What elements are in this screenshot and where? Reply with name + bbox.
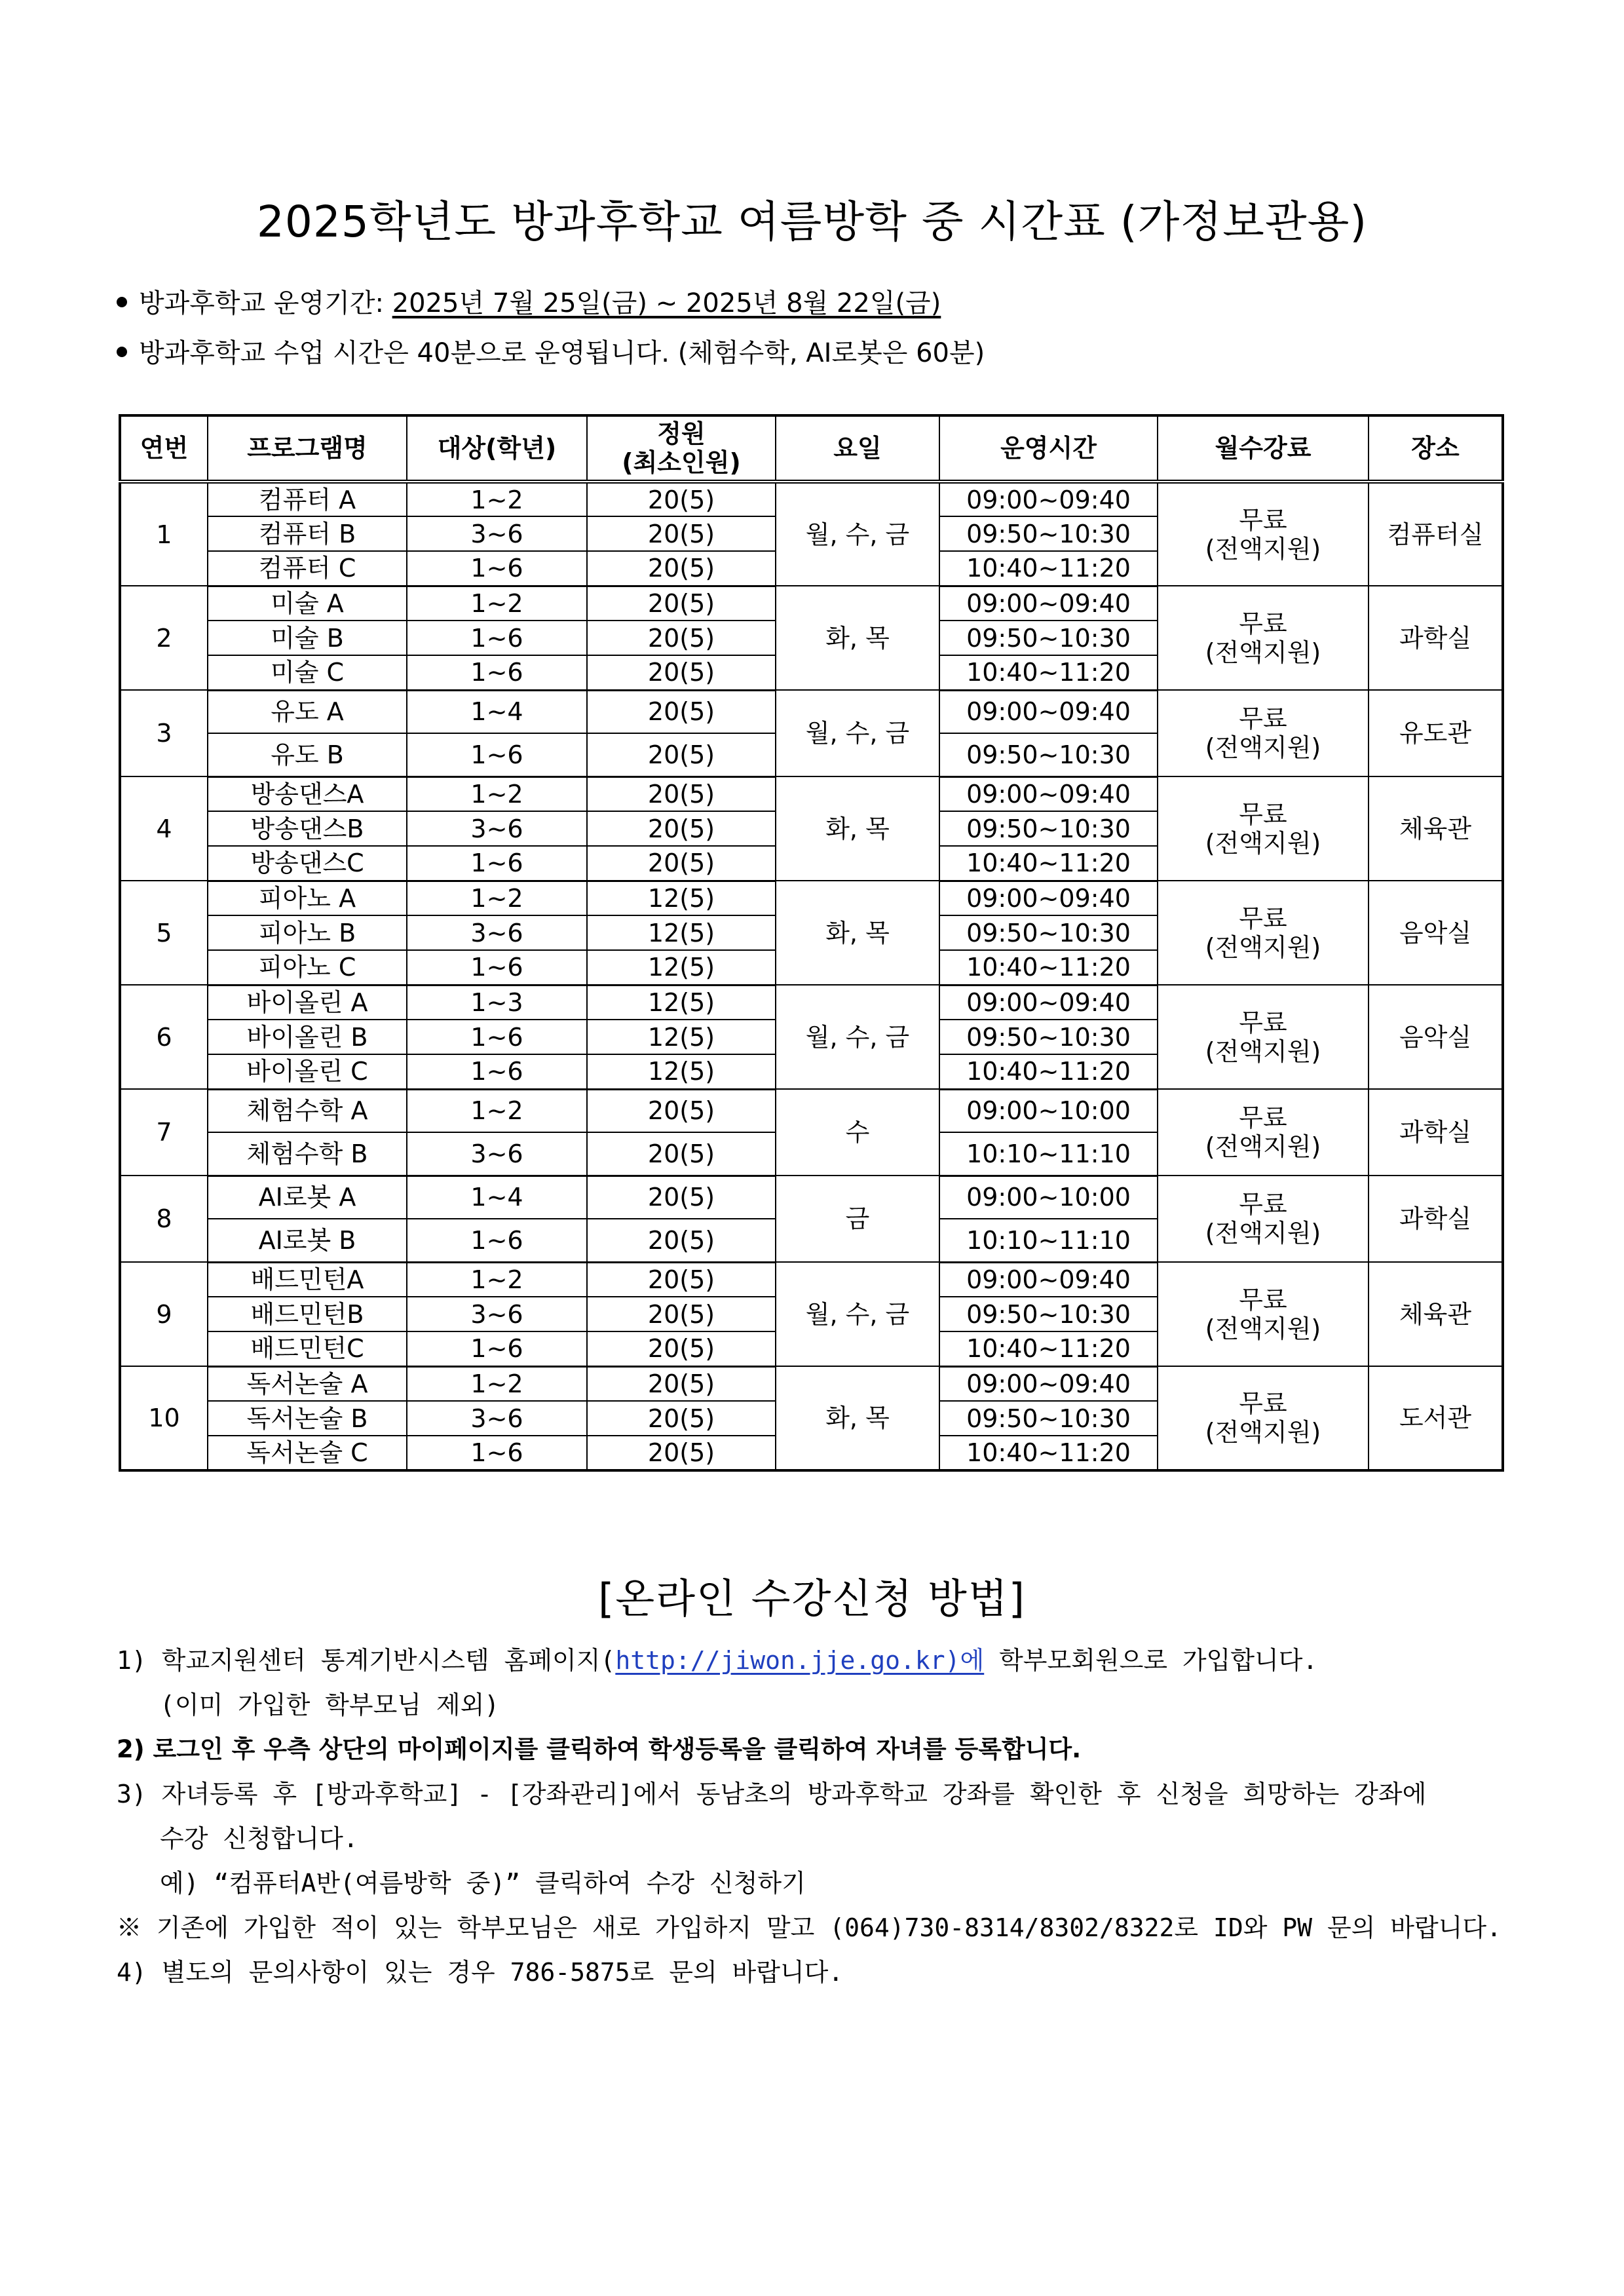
cell-no: 8 bbox=[120, 1176, 208, 1262]
cell-program: 미술 A bbox=[208, 586, 407, 621]
cell-target: 1~6 bbox=[407, 1054, 587, 1089]
cell-time: 10:40~11:20 bbox=[939, 950, 1158, 985]
cell-program: 방송댄스A bbox=[208, 776, 407, 811]
cell-target: 1~4 bbox=[407, 690, 587, 733]
step-2: 2) 로그인 후 우측 상단의 마이페이지를 클릭하여 학생등록을 클릭하여 자녀를 등록합니다. bbox=[117, 1735, 1082, 1763]
header-capacity bbox=[587, 415, 776, 482]
cell-day: 화, 목 bbox=[776, 1366, 939, 1470]
cell-capacity: 20(5) bbox=[587, 811, 776, 846]
cell-target: 3~6 bbox=[407, 516, 587, 551]
cell-day: 월, 수, 금 bbox=[776, 985, 939, 1089]
cell-fee-2: (전액지원) bbox=[1205, 638, 1321, 667]
cell-capacity: 20(5) bbox=[587, 551, 776, 586]
cell-time: 09:50~10:30 bbox=[939, 811, 1158, 846]
cell-program: 배드민턴B bbox=[208, 1297, 407, 1331]
header-capacity-2: (최소인원) bbox=[622, 448, 741, 477]
bullet-dot-icon bbox=[117, 297, 127, 307]
step-1 bbox=[117, 1638, 1525, 1683]
header-day: 요일 bbox=[776, 415, 939, 482]
cell-target: 1~6 bbox=[407, 733, 587, 776]
table-row bbox=[120, 1089, 1503, 1132]
cell-program: AI로봇 A bbox=[208, 1176, 407, 1219]
cell-fee bbox=[1158, 1366, 1369, 1470]
cell-fee bbox=[1158, 985, 1369, 1089]
cell-capacity: 12(5) bbox=[587, 1054, 776, 1089]
cell-fee-1: 무료 bbox=[1239, 1008, 1287, 1037]
cell-capacity: 20(5) bbox=[587, 1331, 776, 1366]
cell-capacity: 20(5) bbox=[587, 1297, 776, 1331]
cell-fee-2: (전액지원) bbox=[1205, 1418, 1321, 1447]
cell-time: 09:50~10:30 bbox=[939, 915, 1158, 950]
cell-time: 09:00~09:40 bbox=[939, 482, 1158, 516]
cell-fee-2: (전액지원) bbox=[1205, 733, 1321, 762]
table-row bbox=[120, 1176, 1503, 1219]
cell-capacity: 20(5) bbox=[587, 733, 776, 776]
period-label: 방과후학교 운영기간: bbox=[139, 288, 392, 318]
cell-time: 10:10~11:10 bbox=[939, 1219, 1158, 1262]
cell-capacity: 12(5) bbox=[587, 985, 776, 1020]
cell-day: 월, 수, 금 bbox=[776, 1262, 939, 1366]
header-place: 장소 bbox=[1369, 415, 1503, 482]
cell-no: 5 bbox=[120, 881, 208, 985]
cell-fee bbox=[1158, 690, 1369, 776]
cell-fee-2: (전액지원) bbox=[1205, 1132, 1321, 1161]
table-row bbox=[120, 1262, 1503, 1297]
cell-program: 바이올린 B bbox=[208, 1020, 407, 1054]
table-row bbox=[120, 776, 1503, 811]
table-row bbox=[120, 690, 1503, 733]
cell-day: 월, 수, 금 bbox=[776, 482, 939, 586]
cell-time: 09:00~09:40 bbox=[939, 776, 1158, 811]
period-value: 2025년 7월 25일(금) ~ 2025년 8월 22일(금) bbox=[392, 288, 941, 318]
cell-capacity: 20(5) bbox=[587, 1401, 776, 1436]
contact-note: ※ 기존에 가입한 적이 있는 학부모님은 새로 가입하지 말고 (064)730-8314/8302/8322로 ID와 PW 문의 바랍니다. bbox=[117, 1913, 1501, 1942]
bullet-dot-icon bbox=[117, 347, 127, 357]
header-program: 프로그램명 bbox=[208, 415, 407, 482]
cell-day: 화, 목 bbox=[776, 776, 939, 881]
cell-target: 3~6 bbox=[407, 1401, 587, 1436]
cell-capacity: 20(5) bbox=[587, 1219, 776, 1262]
cell-no: 3 bbox=[120, 690, 208, 776]
cell-fee-2: (전액지원) bbox=[1205, 1037, 1321, 1066]
jiwon-link[interactable]: http://jiwon.jje.go.kr)에 bbox=[615, 1646, 985, 1675]
cell-target: 1~4 bbox=[407, 1176, 587, 1219]
cell-time: 09:00~09:40 bbox=[939, 690, 1158, 733]
cell-place: 과학실 bbox=[1369, 1089, 1503, 1176]
cell-place: 컴퓨터실 bbox=[1369, 482, 1503, 586]
cell-capacity: 20(5) bbox=[587, 1436, 776, 1470]
cell-target: 1~6 bbox=[407, 551, 587, 586]
cell-fee-1: 무료 bbox=[1239, 1285, 1287, 1314]
cell-program: 컴퓨터 C bbox=[208, 551, 407, 586]
page-title: 2025학년도 방과후학교 여름방학 중 시간표 (가정보관용) bbox=[256, 197, 1368, 247]
cell-time: 10:40~11:20 bbox=[939, 1436, 1158, 1470]
cell-no: 7 bbox=[120, 1089, 208, 1176]
cell-fee bbox=[1158, 1176, 1369, 1262]
cell-fee bbox=[1158, 776, 1369, 881]
cell-fee-1: 무료 bbox=[1239, 1103, 1287, 1132]
cell-day: 화, 목 bbox=[776, 586, 939, 690]
header-fee: 월수강료 bbox=[1158, 415, 1369, 482]
cell-program: 피아노 A bbox=[208, 881, 407, 915]
step-1-a: 1) 학교지원센터 통계기반시스템 홈페이지( bbox=[117, 1646, 616, 1675]
cell-target: 1~6 bbox=[407, 621, 587, 655]
cell-no: 9 bbox=[120, 1262, 208, 1366]
cell-time: 10:40~11:20 bbox=[939, 655, 1158, 690]
cell-fee-1: 무료 bbox=[1239, 704, 1287, 733]
cell-program: 체험수학 A bbox=[208, 1089, 407, 1132]
cell-fee-2: (전액지원) bbox=[1205, 1219, 1321, 1248]
cell-capacity: 12(5) bbox=[587, 1020, 776, 1054]
cell-capacity: 12(5) bbox=[587, 915, 776, 950]
cell-time: 09:00~09:40 bbox=[939, 985, 1158, 1020]
cell-time: 09:00~10:00 bbox=[939, 1176, 1158, 1219]
cell-day: 월, 수, 금 bbox=[776, 690, 939, 776]
cell-program: 바이올린 C bbox=[208, 1054, 407, 1089]
period-line bbox=[117, 278, 1525, 328]
cell-fee-1: 무료 bbox=[1239, 609, 1287, 638]
cell-target: 1~2 bbox=[407, 776, 587, 811]
table-row bbox=[120, 881, 1503, 915]
cell-place: 체육관 bbox=[1369, 776, 1503, 881]
cell-target: 1~2 bbox=[407, 881, 587, 915]
cell-fee-1: 무료 bbox=[1239, 1389, 1287, 1418]
cell-time: 10:40~11:20 bbox=[939, 1331, 1158, 1366]
cell-fee-2: (전액지원) bbox=[1205, 828, 1321, 858]
cell-capacity: 20(5) bbox=[587, 655, 776, 690]
step-3: 3) 자녀등록 후 [방과후학교] - [강좌관리]에서 동남초의 방과후학교 강좌를 확인한 후 신청을 희망하는 강좌에 bbox=[117, 1780, 1427, 1808]
online-section-title: [온라인 수강신청 방법] bbox=[598, 1575, 1026, 1622]
table-row bbox=[120, 1366, 1503, 1401]
header-time: 운영시간 bbox=[939, 415, 1158, 482]
cell-target: 3~6 bbox=[407, 811, 587, 846]
cell-program: 컴퓨터 B bbox=[208, 516, 407, 551]
cell-target: 1~2 bbox=[407, 1262, 587, 1297]
cell-fee-2: (전액지원) bbox=[1205, 1314, 1321, 1343]
cell-target: 1~2 bbox=[407, 586, 587, 621]
cell-no: 1 bbox=[120, 482, 208, 586]
cell-capacity: 20(5) bbox=[587, 846, 776, 881]
cell-time: 09:00~09:40 bbox=[939, 1366, 1158, 1401]
cell-target: 1~6 bbox=[407, 1020, 587, 1054]
cell-place: 유도관 bbox=[1369, 690, 1503, 776]
step-3-example: 예) “컴퓨터A반(여름방학 중)” 클릭하여 수강 신청하기 bbox=[160, 1869, 806, 1898]
cell-program: AI로봇 B bbox=[208, 1219, 407, 1262]
cell-fee-2: (전액지원) bbox=[1205, 932, 1321, 962]
cell-time: 09:50~10:30 bbox=[939, 1297, 1158, 1331]
cell-time: 09:00~09:40 bbox=[939, 1262, 1158, 1297]
cell-program: 유도 B bbox=[208, 733, 407, 776]
table-header-row bbox=[120, 415, 1503, 482]
cell-time: 09:00~10:00 bbox=[939, 1089, 1158, 1132]
cell-fee bbox=[1158, 482, 1369, 586]
cell-fee bbox=[1158, 881, 1369, 985]
cell-program: 독서논술 C bbox=[208, 1436, 407, 1470]
cell-target: 1~6 bbox=[407, 950, 587, 985]
step-1-note: (이미 가입한 학부모님 제외) bbox=[160, 1691, 500, 1719]
cell-program: 미술 B bbox=[208, 621, 407, 655]
cell-capacity: 20(5) bbox=[587, 1176, 776, 1219]
cell-time: 10:10~11:10 bbox=[939, 1132, 1158, 1176]
cell-fee-1: 무료 bbox=[1239, 799, 1287, 829]
cell-program: 피아노 C bbox=[208, 950, 407, 985]
cell-day: 금 bbox=[776, 1176, 939, 1262]
cell-program: 배드민턴C bbox=[208, 1331, 407, 1366]
cell-no: 10 bbox=[120, 1366, 208, 1470]
cell-target: 1~6 bbox=[407, 655, 587, 690]
cell-place: 과학실 bbox=[1369, 586, 1503, 690]
header-target: 대상(학년) bbox=[407, 415, 587, 482]
cell-program: 미술 C bbox=[208, 655, 407, 690]
cell-capacity: 20(5) bbox=[587, 482, 776, 516]
cell-fee bbox=[1158, 1262, 1369, 1366]
step-1-b: 학부모회원으로 가입합니다. bbox=[984, 1646, 1318, 1675]
cell-time: 10:40~11:20 bbox=[939, 846, 1158, 881]
cell-fee-1: 무료 bbox=[1239, 505, 1287, 535]
cell-program: 독서논술 B bbox=[208, 1401, 407, 1436]
cell-target: 1~2 bbox=[407, 482, 587, 516]
cell-time: 09:00~09:40 bbox=[939, 586, 1158, 621]
cell-time: 09:00~09:40 bbox=[939, 881, 1158, 915]
cell-no: 2 bbox=[120, 586, 208, 690]
cell-capacity: 12(5) bbox=[587, 881, 776, 915]
cell-time: 10:40~11:20 bbox=[939, 1054, 1158, 1089]
cell-capacity: 20(5) bbox=[587, 621, 776, 655]
step-3-cont: 수강 신청합니다. bbox=[160, 1824, 358, 1853]
cell-no: 6 bbox=[120, 985, 208, 1089]
cell-target: 1~6 bbox=[407, 1331, 587, 1366]
table-row bbox=[120, 985, 1503, 1020]
cell-fee bbox=[1158, 586, 1369, 690]
cell-time: 09:50~10:30 bbox=[939, 1401, 1158, 1436]
table-row bbox=[120, 482, 1503, 516]
cell-target: 1~2 bbox=[407, 1366, 587, 1401]
cell-program: 유도 A bbox=[208, 690, 407, 733]
class-time-line bbox=[117, 328, 1525, 378]
cell-place: 음악실 bbox=[1369, 881, 1503, 985]
cell-time: 10:40~11:20 bbox=[939, 551, 1158, 586]
cell-fee bbox=[1158, 1089, 1369, 1176]
header-no: 연번 bbox=[120, 415, 208, 482]
cell-program: 피아노 B bbox=[208, 915, 407, 950]
cell-target: 1~2 bbox=[407, 1089, 587, 1132]
table-row bbox=[120, 586, 1503, 621]
cell-target: 3~6 bbox=[407, 1297, 587, 1331]
cell-target: 3~6 bbox=[407, 915, 587, 950]
cell-place: 음악실 bbox=[1369, 985, 1503, 1089]
cell-capacity: 20(5) bbox=[587, 1366, 776, 1401]
cell-fee-2: (전액지원) bbox=[1205, 534, 1321, 564]
cell-place: 체육관 bbox=[1369, 1262, 1503, 1366]
info-list bbox=[117, 278, 1525, 378]
cell-day: 화, 목 bbox=[776, 881, 939, 985]
schedule-table bbox=[119, 414, 1504, 1472]
cell-time: 09:50~10:30 bbox=[939, 733, 1158, 776]
cell-target: 1~3 bbox=[407, 985, 587, 1020]
cell-capacity: 20(5) bbox=[587, 1262, 776, 1297]
cell-capacity: 20(5) bbox=[587, 586, 776, 621]
cell-time: 09:50~10:30 bbox=[939, 621, 1158, 655]
step-4: 4) 별도의 문의사항이 있는 경우 786-5875로 문의 바랍니다. bbox=[117, 1958, 844, 1987]
header-capacity-1: 정원 bbox=[657, 419, 706, 448]
cell-program: 방송댄스B bbox=[208, 811, 407, 846]
cell-capacity: 20(5) bbox=[587, 516, 776, 551]
cell-target: 3~6 bbox=[407, 1132, 587, 1176]
cell-program: 체험수학 B bbox=[208, 1132, 407, 1176]
cell-target: 1~6 bbox=[407, 1436, 587, 1470]
cell-time: 09:50~10:30 bbox=[939, 516, 1158, 551]
cell-program: 바이올린 A bbox=[208, 985, 407, 1020]
cell-program: 배드민턴A bbox=[208, 1262, 407, 1297]
cell-capacity: 20(5) bbox=[587, 776, 776, 811]
cell-place: 과학실 bbox=[1369, 1176, 1503, 1262]
cell-day: 수 bbox=[776, 1089, 939, 1176]
cell-program: 방송댄스C bbox=[208, 846, 407, 881]
cell-capacity: 20(5) bbox=[587, 1089, 776, 1132]
cell-capacity: 20(5) bbox=[587, 690, 776, 733]
cell-program: 독서논술 A bbox=[208, 1366, 407, 1401]
cell-program: 컴퓨터 A bbox=[208, 482, 407, 516]
cell-capacity: 20(5) bbox=[587, 1132, 776, 1176]
cell-target: 1~6 bbox=[407, 1219, 587, 1262]
cell-time: 09:50~10:30 bbox=[939, 1020, 1158, 1054]
cell-fee-1: 무료 bbox=[1239, 1190, 1287, 1219]
cell-fee-1: 무료 bbox=[1239, 904, 1287, 933]
cell-place: 도서관 bbox=[1369, 1366, 1503, 1470]
cell-no: 4 bbox=[120, 776, 208, 881]
cell-capacity: 12(5) bbox=[587, 950, 776, 985]
class-time-text: 방과후학교 수업 시간은 40분으로 운영됩니다. (체험수학, AI로봇은 60분) bbox=[139, 338, 985, 368]
cell-target: 1~6 bbox=[407, 846, 587, 881]
schedule-body bbox=[120, 482, 1503, 1470]
online-steps bbox=[117, 1638, 1525, 1995]
